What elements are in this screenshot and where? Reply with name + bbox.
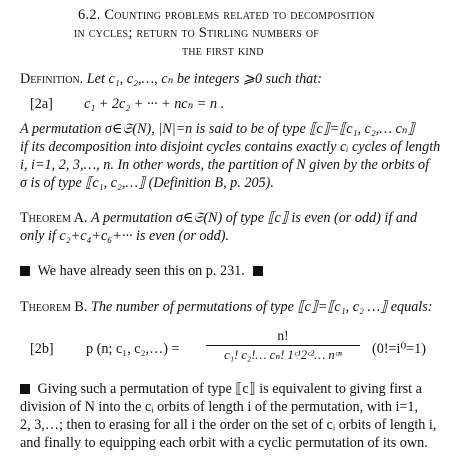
theorem-b-line [20, 299, 432, 316]
proof-b-start-square-icon [20, 384, 30, 394]
fraction-bar [206, 345, 360, 346]
theorem-a-line-2: only if c₂+c₄+c₆+··· is even (or odd). [20, 228, 229, 244]
proof-end-square-icon [253, 266, 263, 276]
equation-2a-tag: [2a] [30, 96, 53, 112]
definition-line-3: i, i=1, 2, 3,…, n. In other words, the partition of N given by the orbits of [20, 157, 430, 173]
definition-intro-text: Let c₁, c₂,…, cₙ be integers ⩾0 such that: [86, 71, 322, 87]
equation-2a: c₁ + 2c₂ + ··· + ncₙ = n . [84, 96, 225, 112]
equation-2b-lhs: p (n; c₁, c₂,…) = [86, 341, 180, 357]
definition-line-1: A permutation σ∈𝔖(N), |N|=n is said to be of type ⟦c⟧=⟦c₁, c₂,… cₙ⟧ [20, 121, 415, 137]
equation-2b-tag: [2b] [30, 341, 54, 357]
theorem-b-text: The number of permutations of type ⟦c⟧=⟦c₁, c₂ …⟧ equals: [91, 299, 433, 315]
proof-b-line-3: 2, 3,…; then to erasing for all i the order on the set of cᵢ orbits of length i, [20, 417, 437, 433]
theorem-a-line-1 [20, 210, 417, 227]
proof-b-line-1-text: Giving such a permutation of type ⟦c⟧ is equivalent to giving first a [37, 381, 422, 397]
theorem-b-label: Theorem B. [20, 299, 88, 315]
proof-a [20, 263, 263, 280]
equation-2b-numerator: n! [277, 328, 289, 343]
proof-b-line-1 [20, 381, 422, 398]
definition-line-2: if its decomposition into disjoint cycles contains exactly cᵢ cycles of length [20, 139, 441, 155]
definition-line-4: σ is of type ⟦c₁, c₂,…⟧ (Definition B, p. 205). [20, 175, 274, 191]
proof-b-line-4: and finally to equipping each orbit with a cyclic permutation of its own. [20, 435, 428, 451]
proof-b-line-2: division of N into the cᵢ orbits of length i of the permutation, with i=1, [20, 399, 419, 415]
proof-a-text: We have already seen this on p. 231. [37, 263, 245, 279]
proof-start-square-icon [20, 266, 30, 276]
equation-2b-fraction [206, 328, 360, 363]
equation-2b-denominator: c₁! c₂!… cₙ! 1ᶜ¹2ᶜ²… nᶜⁿ [224, 348, 342, 362]
section-heading-line-3: the first kind [182, 43, 264, 59]
section-heading-line-1: 6.2. Counting problems related to decomposition [78, 7, 375, 23]
section-heading-line-2: in cycles; return to Stirling numbers of [74, 25, 320, 41]
definition-intro [20, 71, 322, 88]
equation-2b-note: (0!=i⁰=1) [372, 341, 426, 357]
definition-label: Definition. [20, 71, 84, 87]
theorem-a-label: Theorem A. [20, 210, 88, 226]
theorem-a-text: A permutation σ∈𝔖(N) of type ⟦c⟧ is even (or odd) if and [91, 210, 418, 226]
